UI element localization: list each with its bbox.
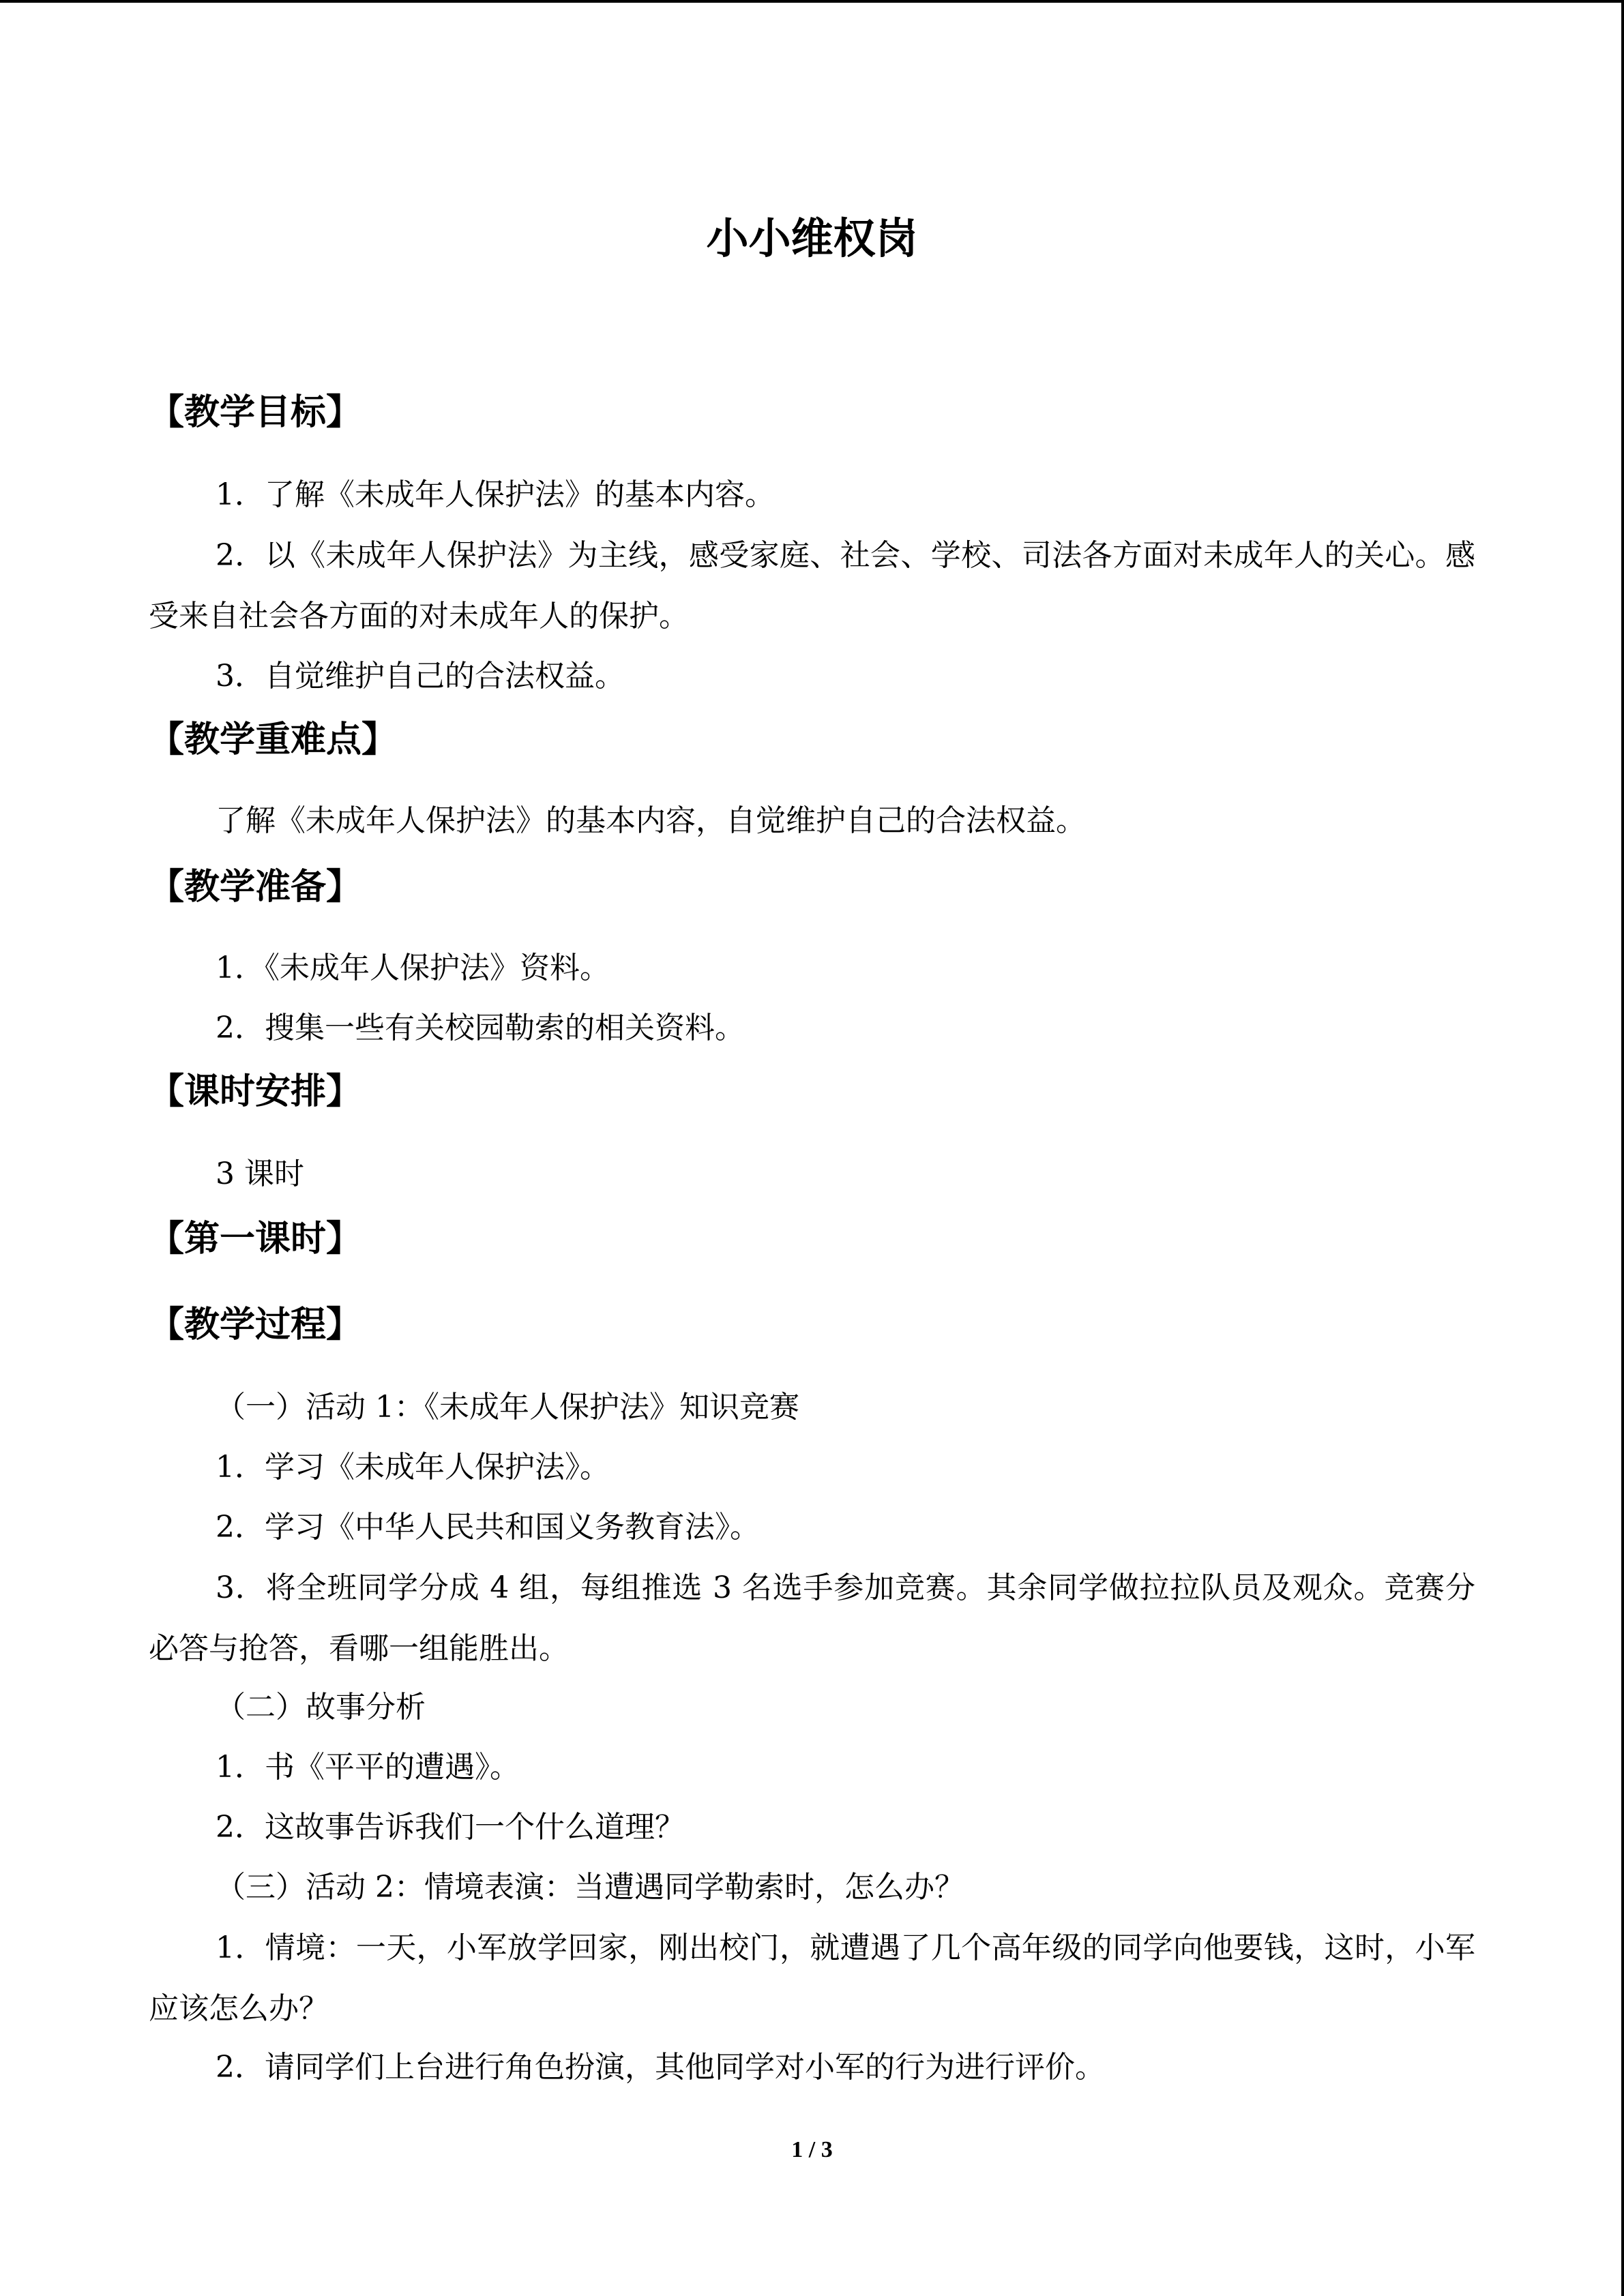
process-scenario-line-1: 1．情境：一天，小军放学回家，刚出校门，就遭遇了几个高年级的同学向他要钱，这时，小军应该怎么办？ <box>149 1930 1475 2026</box>
heading-key-points: 【教学重难点】 <box>149 719 398 760</box>
key-points-text: 了解《未成年人保护法》的基本内容，自觉维护自己的合法权益。 <box>216 803 1086 838</box>
schedule-text: 3 课时 <box>216 1157 304 1191</box>
process-story-line-1: 1．书《平平的遭遇》。 <box>216 1750 520 1785</box>
process-story-analysis: （二）故事分析 <box>216 1690 426 1725</box>
page-number: 1 / 3 <box>791 2137 833 2162</box>
process-scenario-line-2: 2．请同学们上台进行角色扮演，其他同学对小军的行为进行评价。 <box>216 2050 1105 2085</box>
process-line-3: 3．将全班同学分成 4 组，每组推选 3 名选手参加竞赛。其余同学做拉拉队员及观众。竞赛分必答与抢答，看哪一组能胜出。 <box>149 1570 1475 1666</box>
process-activity-2: （三）活动 2：情境表演：当遭遇同学勒索时，怎么办？ <box>216 1870 964 1905</box>
document-title: 小小维权岗 <box>706 213 918 263</box>
process-line-2: 2．学习《中华人民共和国义务教育法》。 <box>216 1510 760 1545</box>
heading-preparation: 【教学准备】 <box>149 867 362 908</box>
goal-item-1: 1．了解《未成年人保护法》的基本内容。 <box>216 477 775 512</box>
heading-teaching-goals: 【教学目标】 <box>149 392 362 433</box>
process-activity-1: （一）活动 1：《未成年人保护法》知识竞赛 <box>216 1390 799 1425</box>
heading-process: 【教学过程】 <box>149 1304 362 1345</box>
page-border-top <box>0 0 1624 3</box>
heading-schedule: 【课时安排】 <box>149 1071 362 1112</box>
heading-first-lesson: 【第一课时】 <box>149 1219 362 1259</box>
goal-item-2: 2．以《未成年人保护法》为主线，感受家庭、社会、学校、司法各方面对未成年人的关心。感受来自社会各方面的对未成年人的保护。 <box>149 538 1475 633</box>
preparation-item-2: 2．搜集一些有关校园勒索的相关资料。 <box>216 1011 745 1045</box>
process-story-line-2: 2．这故事告诉我们一个什么道理？ <box>216 1810 685 1845</box>
page-border-right <box>1621 0 1624 2296</box>
process-line-1: 1．学习《未成年人保护法》。 <box>216 1450 610 1485</box>
goal-item-3: 3．自觉维护自己的合法权益。 <box>216 659 625 694</box>
preparation-item-1: 1．《未成年人保护法》资料。 <box>216 951 610 985</box>
